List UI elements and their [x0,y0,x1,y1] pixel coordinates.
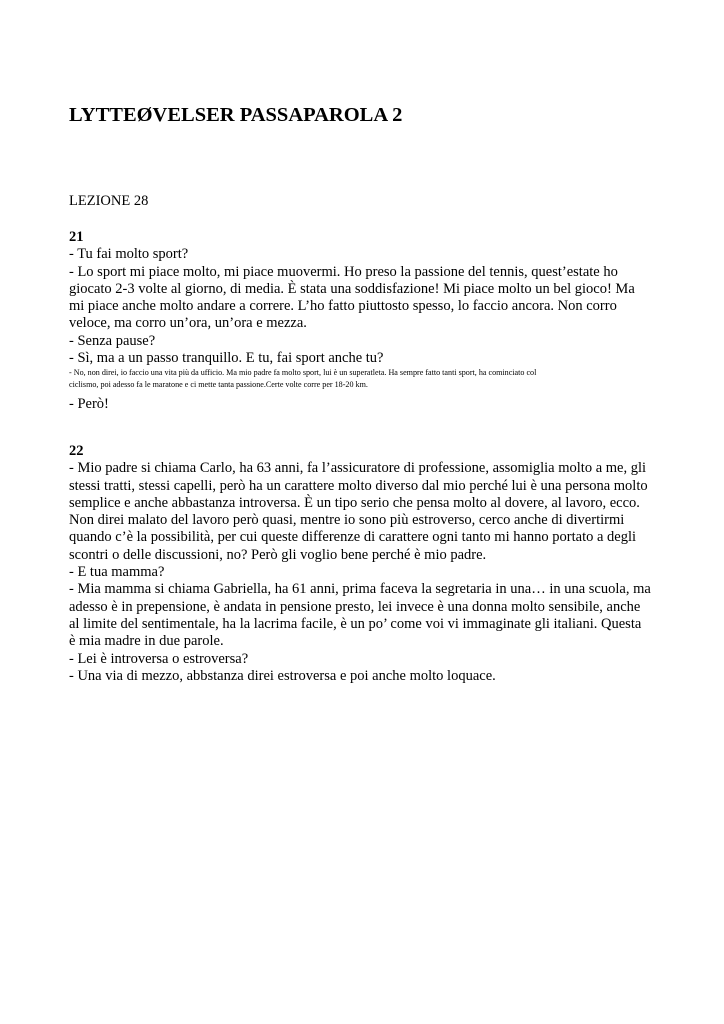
exercise-number: 21 [69,229,84,245]
dialogue-line: - Mia mamma si chiama Gabriella, ha 61 anni, prima faceva la segretaria in una… in una scuola, ma [69,581,651,598]
exercise-22 [69,443,669,685]
dialogue-line: - E tua mamma? [69,564,165,581]
dialogue-line: - Mio padre si chiama Carlo, ha 63 anni, fa l’assicuratore di professione, assomiglia molto a me, gli [69,460,647,477]
dialogue-line: stessi tratti, stessi capelli, però ha un carattere molto diverso dal mio perché lui è una persona molto [69,477,648,494]
dialogue-line: - Lei è introversa o estroversa? [69,650,249,667]
dialogue-line: - Lo sport mi piace molto, mi piace muovermi. Ho preso la passione del tennis, quest’estate ho [69,263,618,280]
lesson-heading: LEZIONE 28 [69,193,149,209]
small-print-line: ciclismo, poi adesso fa le maratone e ci mette tanta passione.Certe volte corre per 18-20 km. [69,379,368,389]
dialogue-line: Non direi malato del lavoro però quasi, mentre io sono più estroverso, cerco anche di divertirmi [69,512,625,529]
dialogue-line: - Sì, ma a un passo tranquillo. E tu, fai sport anche tu? [69,350,384,367]
dialogue-line: mi piace anche molto andare a correre. L’ho fatto piuttosto spesso, lo faccio ancora. Non corro [69,298,617,315]
dialogue-line: - Però! [69,396,109,413]
dialogue-line: veloce, ma corro un’ora, un’ora e mezza. [69,315,307,332]
exercise-21 [69,229,669,414]
dialogue-line: - Tu fai molto sport? [69,246,189,263]
dialogue-line: adesso è in prepensione, è andata in pensione presto, lei invece è una donna molto sensibile, anche [69,598,641,615]
small-print-line: - No, non direi, io faccio una vita più da ufficio. Ma mio padre fa molto sport, lui è un superatleta. Ha sempre fatto tanti sport, ha cominciato col [69,368,537,378]
dialogue-line: semplice e anche abbastanza introversa. È un tipo serio che pensa molto al dovere, al lavoro, ecco. [69,494,640,511]
dialogue-line: al limite del sentimentale, ha la lacrima facile, è un po’ come voi vi immaginate gli italiani. Questa [69,615,642,632]
document-title: LYTTEØVELSER PASSAPAROLA 2 [69,104,403,126]
dialogue-line: quando c’è la possibilità, per cui queste differenze di carattere ogni tanto mi hanno portato a degli [69,529,637,546]
exercise-number: 22 [69,443,84,459]
dialogue-line: è mia madre in due parole. [69,633,224,650]
dialogue-line: - Una via di mezzo, abbstanza direi estroversa e poi anche molto loquace. [69,667,496,684]
dialogue-line: scontri o delle discussioni, no? Però gli voglio bene perché è mio padre. [69,546,487,563]
dialogue-line: - Senza pause? [69,332,156,349]
dialogue-line: giocato 2-3 volte al giorno, di media. È stata una soddisfazione! Mi piace molto un bel gioco! Ma [69,280,635,297]
